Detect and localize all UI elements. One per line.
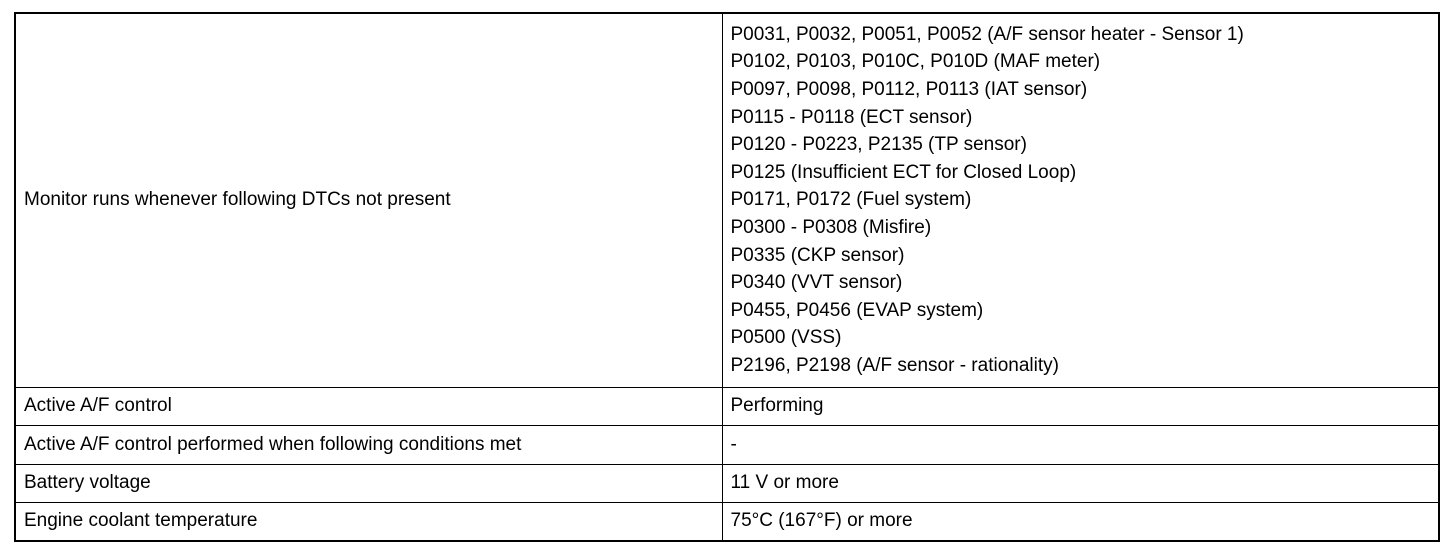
monitor-conditions-table [16, 14, 1438, 540]
row-label: Battery voltage [16, 464, 722, 502]
dtc-item: P0097, P0098, P0112, P0113 (IAT sensor) [730, 79, 1088, 101]
table-row [16, 14, 1438, 387]
dtc-item: P0335 (CKP sensor) [730, 244, 905, 266]
table-row [16, 425, 1438, 464]
dtc-item: P0125 (Insufficient ECT for Closed Loop) [730, 161, 1077, 183]
row-value: Performing [722, 387, 1438, 425]
row-label: Monitor runs whenever following DTCs not present [16, 14, 722, 387]
row-label: Active A/F control [16, 387, 722, 425]
dtc-list-cell [722, 14, 1438, 387]
table-row [16, 387, 1438, 425]
row-label: Active A/F control performed when following conditions met [16, 425, 722, 464]
row-label: Engine coolant temperature [16, 502, 722, 540]
dtc-item: P0455, P0456 (EVAP system) [730, 299, 984, 321]
dtc-item: P0300 - P0308 (Misfire) [730, 217, 932, 239]
dtc-item: P0115 - P0118 (ECT sensor) [730, 106, 973, 128]
dtc-item: P2196, P2198 (A/F sensor - rationality) [730, 355, 1059, 377]
row-value: 11 V or more [722, 464, 1438, 502]
spec-table-frame [14, 12, 1440, 542]
dtc-item: P0340 (VVT sensor) [730, 272, 903, 294]
table-row [16, 502, 1438, 540]
row-value: 75°C (167°F) or more [722, 502, 1438, 540]
dtc-item: P0171, P0172 (Fuel system) [730, 189, 972, 211]
dtc-item: P0500 (VSS) [730, 327, 842, 349]
dtc-item: P0031, P0032, P0051, P0052 (A/F sensor heater - Sensor 1) [730, 23, 1244, 45]
row-value: - [722, 425, 1438, 464]
dtc-item: P0120 - P0223, P2135 (TP sensor) [730, 134, 1027, 156]
dtc-item: P0102, P0103, P010C, P010D (MAF meter) [730, 51, 1101, 73]
table-row [16, 464, 1438, 502]
